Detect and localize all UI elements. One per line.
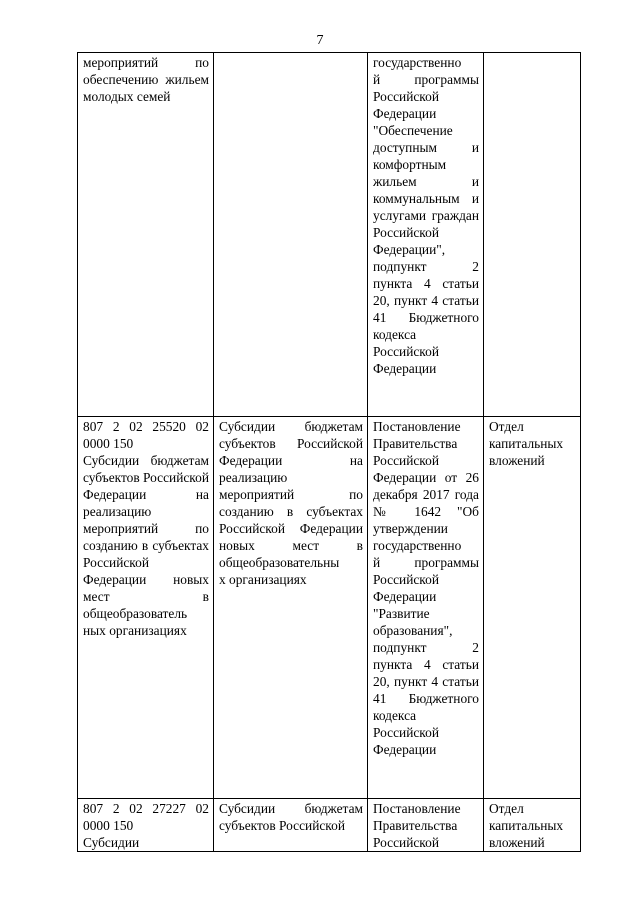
row-3-budget-code-cell: 807 2 02 27227 02 0000 150 Субсидии xyxy=(78,799,214,852)
row-2-budget-code-cell: 807 2 02 25520 02 0000 150 Субсидии бюджетам субъектов Российской Федерации на реализацию мероприятий по созданию в субъектах Российской Федерации новых мест в общеобразователь ных организациях xyxy=(78,417,214,799)
subsidy-table xyxy=(77,52,581,852)
row-2-income-name-cell: Субсидии бюджетам субъектов Российской Федерации на реализацию мероприятий по созданию в субъектах Российской Федерации новых мест в общеобразовательны х организациях xyxy=(214,417,368,799)
row-3-legal-basis-cell: Постановление Правительства Российской xyxy=(368,799,484,852)
table-row xyxy=(78,799,581,852)
row-1-legal-basis-cell: государственно й программы Российской Федерации "Обеспечение доступным и комфортным жильем и коммунальным и услугами граждан Российской Федерации", подпункт 2 пункта 4 статьи 20, пункт 4 статьи 41 Бюджетного кодекса Российской Федерации xyxy=(368,53,484,417)
row-3-income-name-cell: Субсидии бюджетам субъектов Российской xyxy=(214,799,368,852)
row-1-budget-code-cell: мероприятий по обеспечению жильем молодых семей xyxy=(78,53,214,417)
table-row xyxy=(78,417,581,799)
row-2-department-cell: Отдел капитальных вложений xyxy=(484,417,581,799)
row-2-legal-basis-cell: Постановление Правительства Российской Федерации от 26 декабря 2017 года № 1642 "Об утверждении государственно й программы Российской Федерации "Развитие образования", подпункт 2 пункта 4 статьи 20, пункт 4 статьи 41 Бюджетного кодекса Российской Федерации xyxy=(368,417,484,799)
page-number: 7 xyxy=(316,33,324,48)
row-1-department-cell xyxy=(484,53,581,417)
row-1-income-name-cell xyxy=(214,53,368,417)
row-3-department-cell: Отдел капитальных вложений xyxy=(484,799,581,852)
table-row xyxy=(78,53,581,417)
